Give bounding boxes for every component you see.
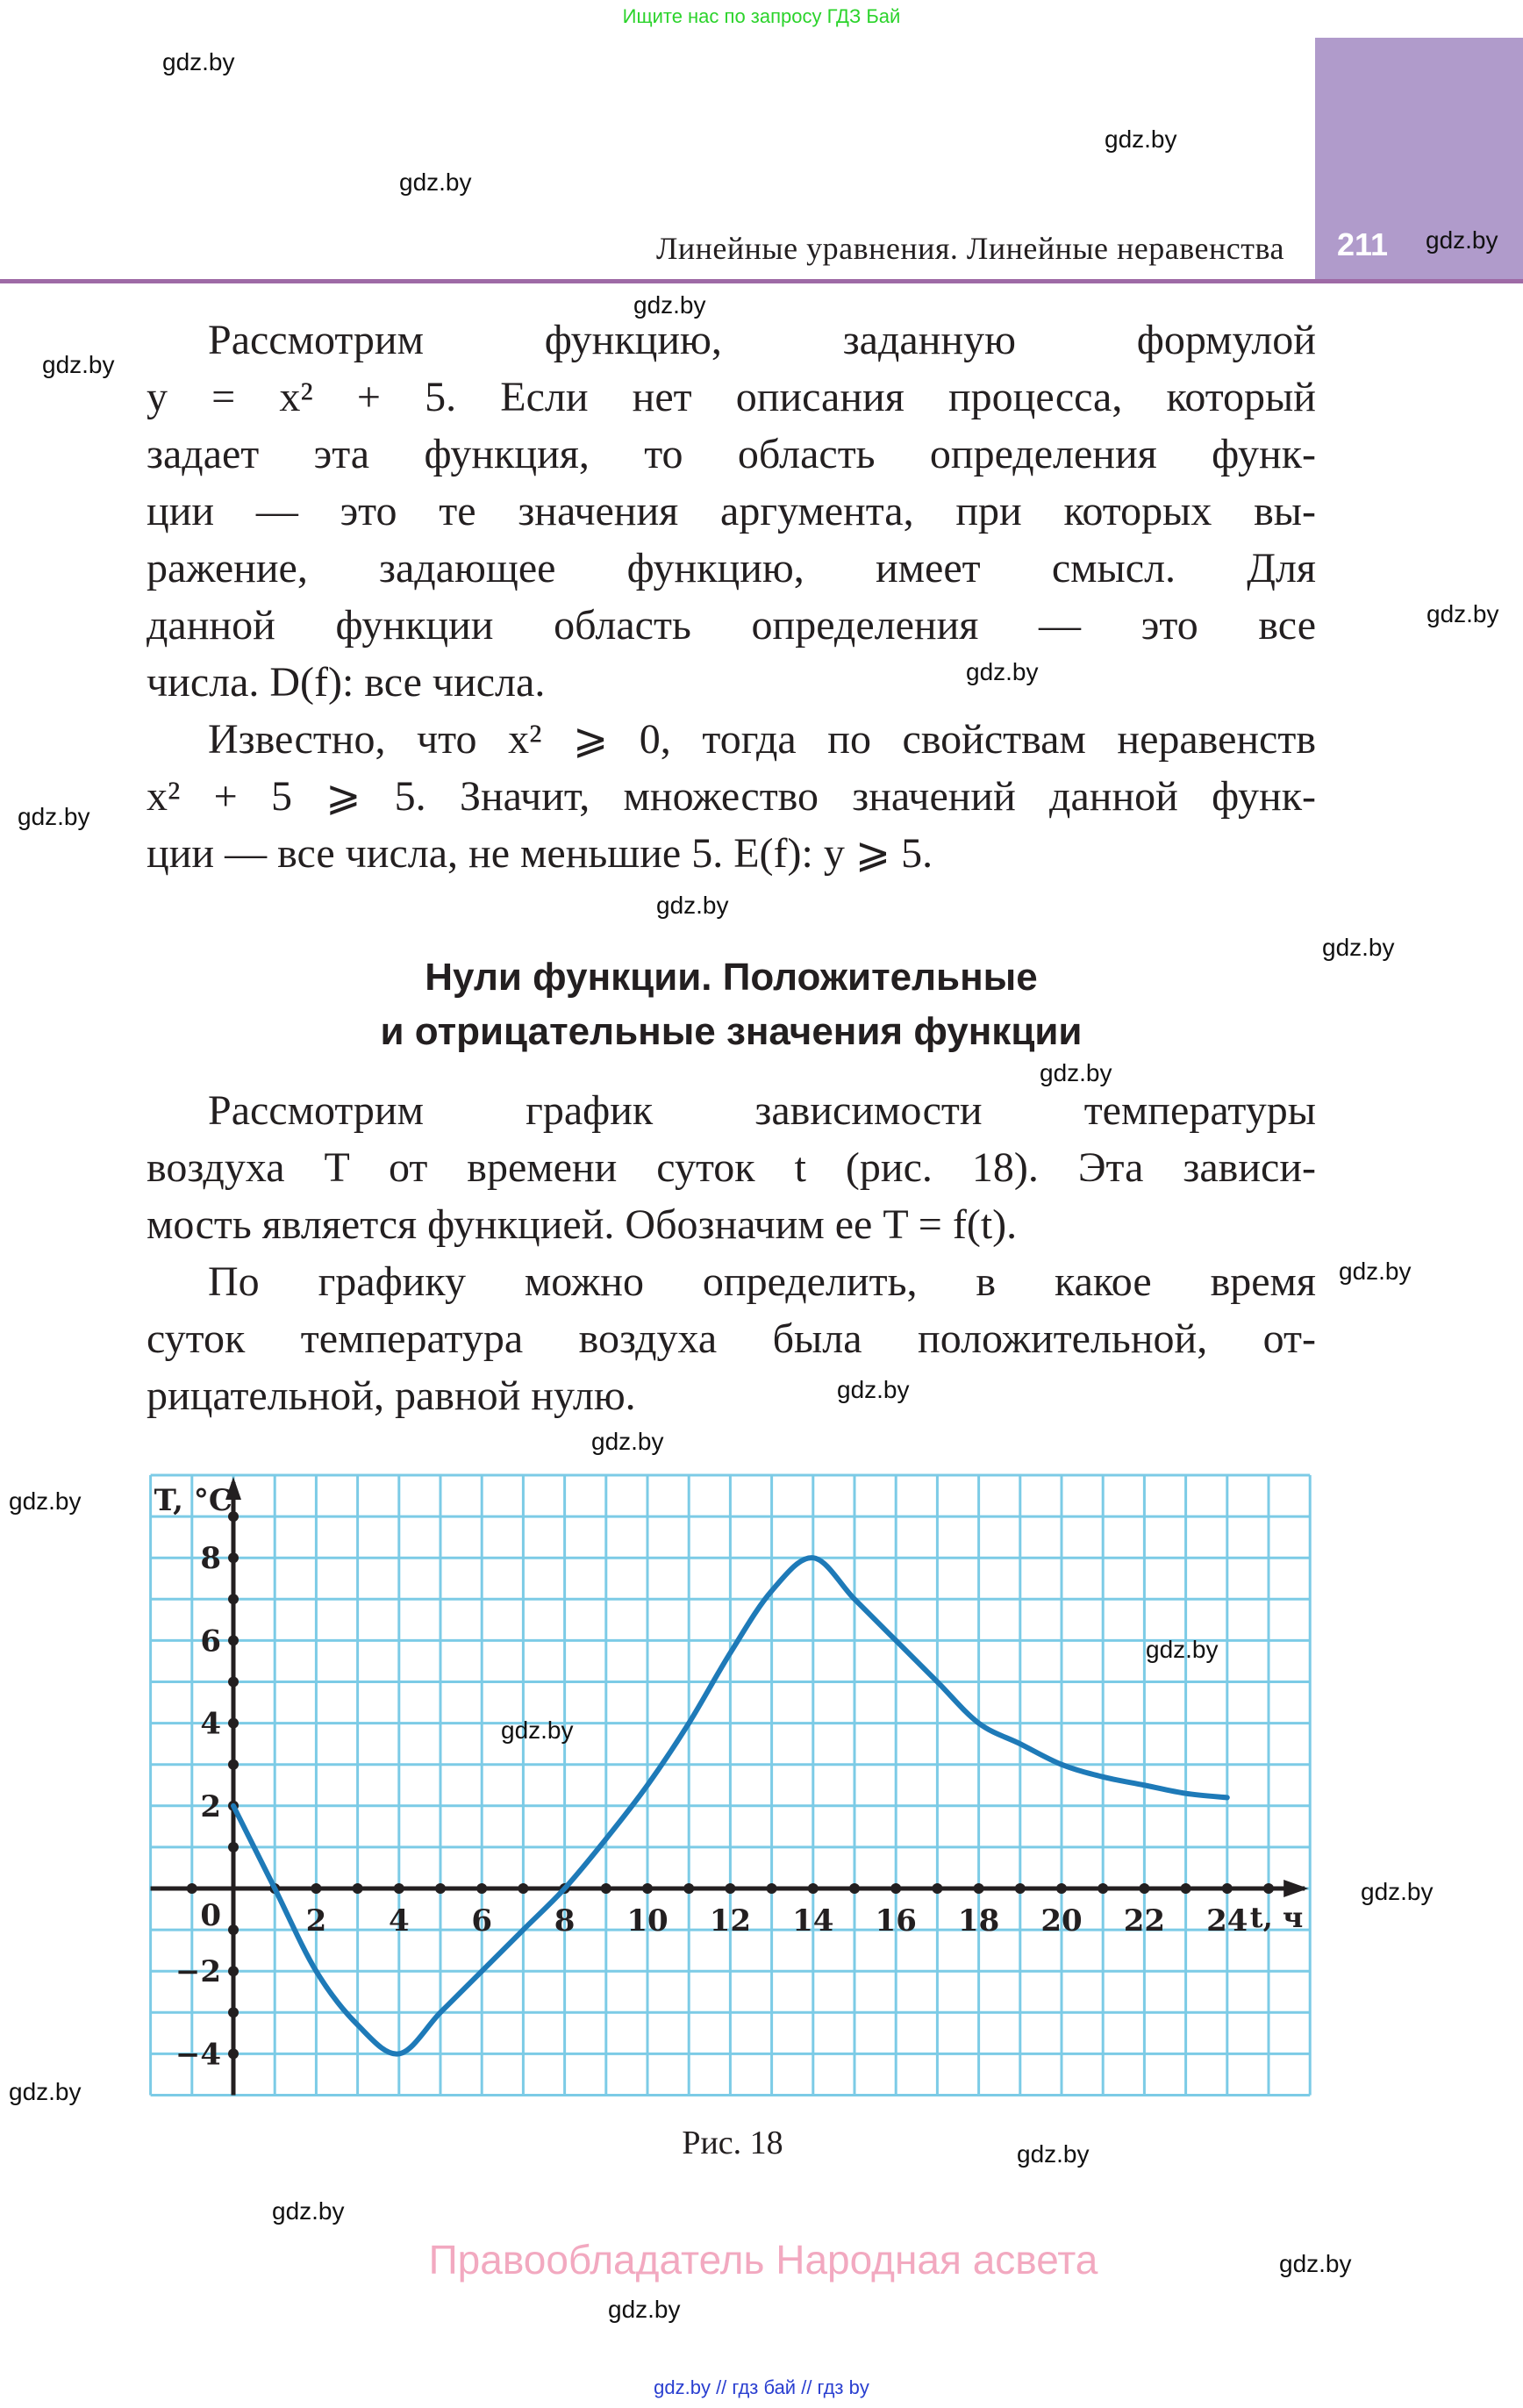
x-axis-arrow-icon (1283, 1880, 1308, 1897)
y-tick-dot (228, 1842, 239, 1853)
x-tick-label: 22 (1123, 1903, 1166, 1939)
text-line: y = x² + 5. Если нет описания процесса, который (147, 374, 1316, 420)
x-tick-dot (353, 1883, 363, 1894)
watermark: gdz.by (18, 803, 90, 830)
paragraph-graph-question (147, 1253, 1316, 1424)
watermark: gdz.by (9, 1487, 82, 1515)
paragraph-domain (147, 312, 1316, 711)
x-tick-dot (767, 1883, 777, 1894)
text-line: ции — это те значения аргумента, при которых вы- (147, 488, 1316, 534)
y-tick-label: 4 (200, 1706, 221, 1742)
paragraph-range (147, 711, 1316, 882)
text-line: ражение, задающее функцию, имеет смысл. Для (147, 545, 1316, 591)
x-tick-dot (1139, 1883, 1149, 1894)
text-line: задает эта функция, то область определения функ- (147, 431, 1316, 477)
search-banner: Ищите нас по запросу ГДЗ Бай (622, 5, 901, 27)
x-tick-label: 12 (709, 1903, 752, 1939)
x-tick-dot (435, 1883, 446, 1894)
y-tick-dot (228, 1759, 239, 1770)
watermark: gdz.by (837, 1376, 910, 1403)
y-tick-label: 6 (200, 1623, 221, 1659)
watermark: gdz.by (1426, 226, 1498, 254)
x-tick-label: 16 (875, 1903, 917, 1939)
watermark: gdz.by (1017, 2140, 1090, 2168)
x-tick-dot (1222, 1883, 1233, 1894)
x-tick-dot (725, 1883, 735, 1894)
watermark: gdz.by (608, 2296, 681, 2323)
x-tick-dot (601, 1883, 611, 1894)
y-tick-dot (228, 2048, 239, 2059)
watermark: gdz.by (1105, 125, 1177, 153)
watermark: gdz.by (966, 658, 1039, 685)
x-tick-label: 20 (1040, 1903, 1083, 1939)
paragraph-graph-intro (147, 1082, 1316, 1253)
origin-label: 0 (200, 1898, 221, 1933)
watermark: gdz.by (1322, 934, 1395, 961)
y-tick-dot (228, 1552, 239, 1563)
text-line: мость является функцией. Обозначим ее T = f(t). (147, 1201, 1018, 1248)
y-tick-label: 2 (200, 1788, 221, 1824)
section-heading (147, 950, 1316, 1059)
watermark: gdz.by (399, 168, 472, 196)
text-line: Рассмотрим график зависимости температуры (208, 1087, 1316, 1134)
watermark: gdz.by (1146, 1636, 1219, 1663)
x-tick-label: 4 (388, 1903, 410, 1939)
text-line: воздуха T от времени суток t (рис. 18). Эта зависи- (147, 1144, 1316, 1191)
x-tick-dot (974, 1883, 984, 1894)
watermark: gdz.by (9, 2078, 82, 2105)
text-line: ции — все числа, не меньшие 5. E(f): y ⩾ 5. (147, 830, 933, 877)
text-line: суток температура воздуха была положительной, от- (147, 1315, 1316, 1362)
x-tick-dot (808, 1883, 819, 1894)
watermark: gdz.by (633, 291, 706, 319)
watermark: gdz.by (162, 48, 235, 75)
y-tick-label: −2 (175, 1954, 221, 1990)
footer-links[interactable]: gdz.by // гдз бай // гдз by (654, 2376, 869, 2398)
running-title: Линейные уравнения. Линейные неравенства (655, 231, 1284, 266)
watermark: gdz.by (42, 351, 115, 378)
x-tick-dot (932, 1883, 942, 1894)
x-tick-label: 6 (471, 1903, 493, 1939)
x-tick-dot (311, 1883, 321, 1894)
text-line: рицательной, равной нулю. (147, 1372, 636, 1419)
x-tick-dot (1181, 1883, 1191, 1894)
watermark: gdz.by (1279, 2250, 1352, 2277)
figure-caption: Рис. 18 (682, 2125, 783, 2161)
watermark: gdz.by (1426, 600, 1499, 627)
watermark: gdz.by (1339, 1258, 1412, 1285)
y-tick-dot (228, 1924, 239, 1935)
heading-line: Нули функции. Положительные (425, 956, 1038, 999)
watermark: gdz.by (272, 2197, 345, 2225)
x-tick-dot (1098, 1883, 1108, 1894)
x-tick-dot (849, 1883, 860, 1894)
x-tick-dot (187, 1883, 197, 1894)
x-tick-label: 24 (1206, 1903, 1248, 1939)
x-tick-dot (1015, 1883, 1026, 1894)
x-tick-dot (1263, 1883, 1274, 1894)
text-line: Рассмотрим функцию, заданную формулой (208, 317, 1316, 363)
y-tick-dot (228, 1635, 239, 1645)
watermark: gdz.by (591, 1428, 664, 1455)
text-line: числа. D(f): все числа. (147, 659, 546, 706)
rights-holder: Правообладатель Народная асвета (428, 2237, 1098, 2283)
y-tick-dot (228, 1677, 239, 1688)
watermark: gdz.by (1361, 1878, 1434, 1905)
y-tick-label: 8 (200, 1541, 221, 1577)
watermark: gdz.by (1040, 1059, 1112, 1086)
header-rule (0, 279, 1523, 283)
x-tick-dot (394, 1883, 404, 1894)
page-number: 211 (1337, 226, 1389, 262)
x-tick-label: 10 (626, 1903, 669, 1939)
x-tick-label: 18 (957, 1903, 1000, 1939)
watermark: gdz.by (501, 1716, 574, 1744)
x-tick-dot (683, 1883, 694, 1894)
text-line: По графику можно определить, в какое время (208, 1258, 1316, 1305)
y-tick-dot (228, 1966, 239, 1976)
x-tick-dot (642, 1883, 653, 1894)
text-line: данной функции область определения — это все (147, 602, 1316, 649)
y-tick-dot (228, 1594, 239, 1604)
text-line: x² + 5 ⩾ 5. Значит, множество значений данной функ- (147, 773, 1316, 820)
x-tick-dot (890, 1883, 901, 1894)
heading-line: и отрицательные значения функции (380, 1010, 1083, 1053)
x-tick-label: 2 (305, 1903, 327, 1939)
temperature-chart (149, 1470, 1316, 2102)
x-tick-label: 14 (792, 1903, 834, 1939)
x-axis-label: t, ч (1249, 1901, 1304, 1934)
y-tick-label: −4 (175, 2037, 221, 2073)
watermark: gdz.by (656, 892, 729, 919)
x-tick-dot (518, 1883, 528, 1894)
x-tick-label: 8 (554, 1903, 576, 1939)
y-tick-dot (228, 1718, 239, 1729)
x-tick-dot (476, 1883, 487, 1894)
text-line: Известно, что x² ⩾ 0, тогда по свойствам неравенств (208, 716, 1316, 763)
y-tick-dot (228, 2007, 239, 2017)
y-axis-label: T, °C (154, 1483, 232, 1518)
x-tick-dot (1056, 1883, 1067, 1894)
